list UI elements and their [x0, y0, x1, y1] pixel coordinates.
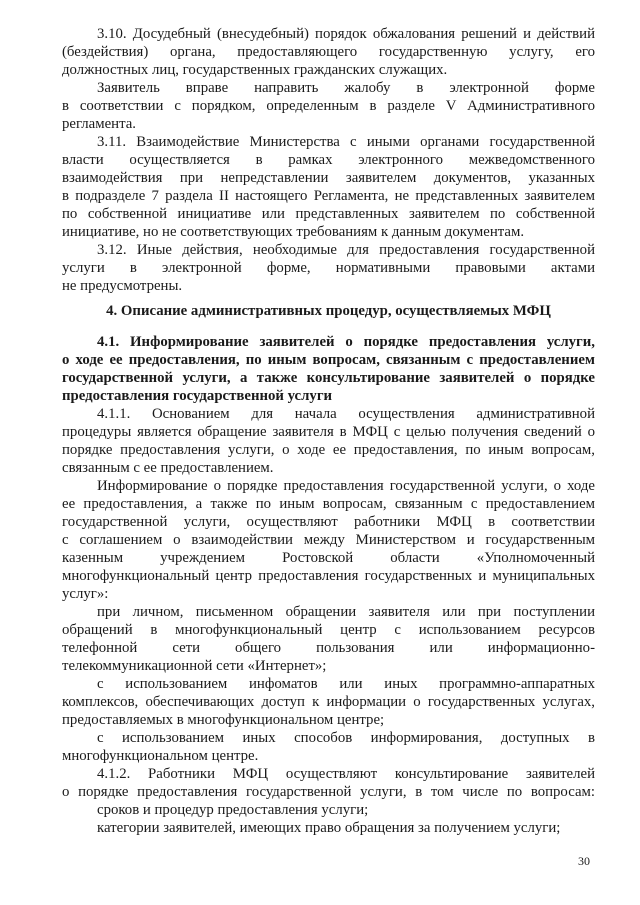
text-line: обращений в многофункциональный центр с использованием ресурсов: [62, 622, 595, 638]
text-line: при личном, письменном обращении заявителя или при поступлении: [97, 604, 595, 620]
text-line: 4.1.1. Основанием для начала осуществления административной: [97, 406, 595, 422]
text-line: (бездействия) органа, предоставляющего государственную услугу, его: [62, 44, 595, 60]
text-line: в соответствии с порядком, определенным в разделе V Административного: [62, 98, 595, 114]
text-line: комплексов, обеспечивающих доступ к информации о государственных услугах,: [62, 694, 595, 710]
text-line: с использованием иных способов информирования, доступных в: [97, 730, 595, 746]
text-line: с использованием инфоматов или иных программно-аппаратных: [97, 676, 595, 692]
text-line: государственной услуги, осуществляют работники МФЦ в соответствии: [62, 514, 595, 530]
text-line: 3.12. Иные действия, необходимые для предоставления государственной: [97, 242, 595, 258]
text-line: телефонной сети общего пользования или информационно-: [62, 640, 595, 656]
text-line: должностных лиц, государственных гражданских служащих.: [62, 62, 448, 78]
subsection-heading: предоставления государственной услуги: [62, 388, 333, 404]
text-line: не предусмотрены.: [62, 278, 183, 294]
text-line: взаимодействия при непредставлении заявителем документов, указанных: [62, 170, 595, 186]
text-line: с соглашением о взаимодействии между Министерством и государственным: [62, 532, 595, 548]
subsection-heading: 4.1. Информирование заявителей о порядке предоставления услуги,: [97, 334, 595, 350]
text-line: сроков и процедур предоставления услуги;: [97, 802, 369, 818]
text-line: 3.10. Досудебный (внесудебный) порядок обжалования решений и действий: [97, 26, 595, 42]
text-line: категории заявителей, имеющих право обращения за получением услуги;: [97, 820, 561, 836]
text-line: ее предоставления, а также по иным вопросам, связанным с предоставлением: [62, 496, 595, 512]
page-number: 30: [578, 854, 590, 868]
text-line: о порядке предоставления государственной услуги, в том числе по вопросам:: [62, 784, 595, 800]
subsection-heading: государственной услуги, а также консультирование заявителей о порядке: [62, 370, 595, 386]
text-line: услуги в электронной форме, нормативными правовыми актами: [62, 260, 595, 276]
text-line: Заявитель вправе направить жалобу в электронной форме: [97, 80, 595, 96]
text-line: по собственной инициативе или представленных заявителем по собственной: [62, 206, 595, 222]
text-line: услуг»:: [62, 586, 109, 602]
text-line: многофункциональный центр предоставления государственных и муниципальных: [62, 568, 595, 584]
text-line: в подразделе 7 раздела II настоящего Регламента, не представленных заявителем: [62, 188, 595, 204]
text-line: 4.1.2. Работники МФЦ осуществляют консультирование заявителей: [97, 766, 595, 782]
text-line: предоставляемых в многофункциональном центре;: [62, 712, 385, 728]
text-line: связанным с ее предоставлением.: [62, 460, 274, 476]
section-heading: 4. Описание административных процедур, осуществляемых МФЦ: [106, 303, 551, 319]
text-line: регламента.: [62, 116, 136, 132]
text-line: 3.11. Взаимодействие Министерства с иными органами государственной: [97, 134, 595, 150]
text-line: порядке предоставления услуги, о ходе ее предоставления, по иным вопросам,: [62, 442, 595, 458]
text-line: процедуры является обращение заявителя в МФЦ с целью получения сведений о: [62, 424, 595, 440]
text-line: инициативе, но не соответствующих требованиям к данным документам.: [62, 224, 525, 240]
text-line: казенным учреждением Ростовской области «Уполномоченный: [62, 550, 595, 566]
subsection-heading: о ходе ее предоставления, по иным вопросам, связанным с предоставлением: [62, 352, 595, 368]
text-line: многофункциональном центре.: [62, 748, 259, 764]
text-line: Информирование о порядке предоставления государственной услуги, о ходе: [97, 478, 595, 494]
text-line: власти осуществляется в рамках электронного межведомственного: [62, 152, 595, 168]
text-line: телекоммуникационной сети «Интернет»;: [62, 658, 327, 674]
